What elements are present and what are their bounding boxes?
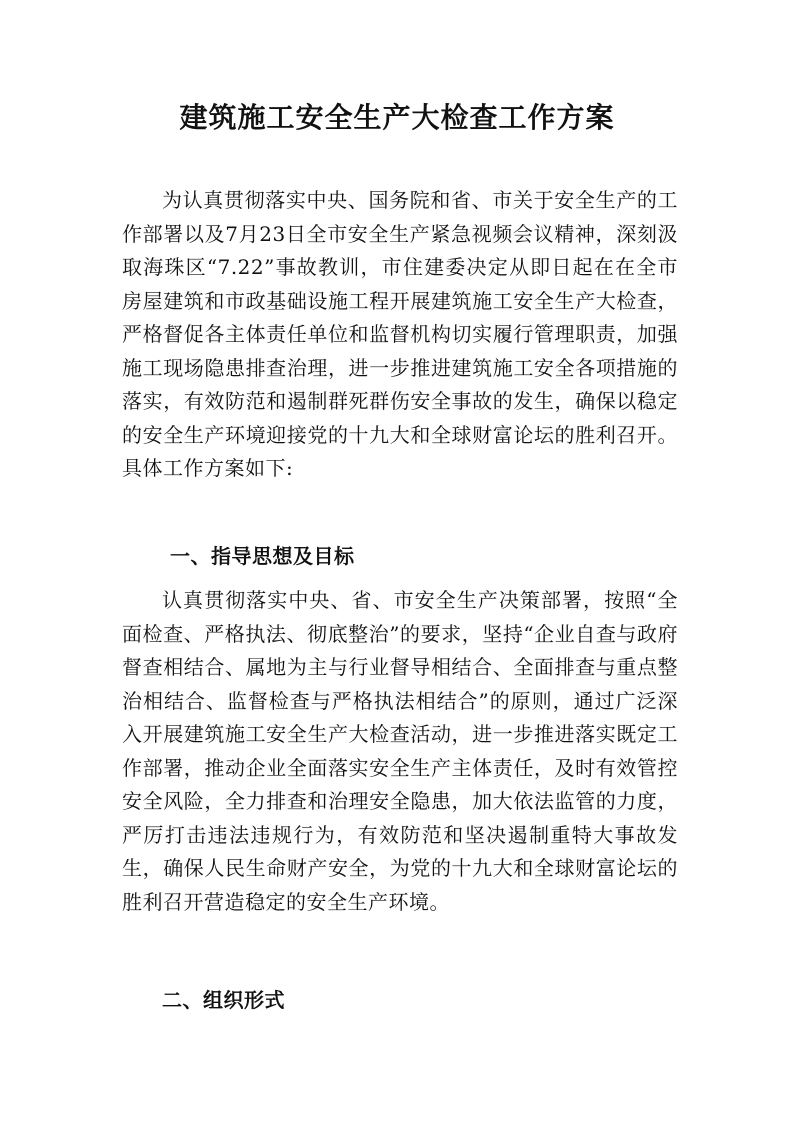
section-heading-organization-form: 二、组织形式 [162, 988, 285, 1012]
intro-paragraph: 为认真贯彻落实中央、国务院和省、市关于安全生产的工作部署以及7月23日全市安全生产紧急视频会议精神，深刻汲取海珠区“7.22”事故教训，市住建委决定从即日起在在全市房屋建筑和市政基础设施工程开展建筑施工安全生产大检查，严格督促各主体责任单位和监督机构切实履行管理职责，加强施工现场隐患排查治理，进一步推进建筑施工安全各项措施的落实，有效防范和遏制群死群伤安全事故的发生，确保以稳定的安全生产环境迎接党的十九大和全球财富论坛的胜利召开。具体工作方案如下: [122, 188, 678, 480]
section-heading-guiding-ideology: 一、指导思想及目标 [170, 544, 355, 568]
section-paragraph-guiding-ideology: 认真贯彻落实中央、省、市安全生产决策部署，按照“全面检查、严格执法、彻底整治”的要求，坚持“企业自查与政府督查相结合、属地为主与行业督导相结合、全面排查与重点整治相结合、监督检查与严格执法相结合”的原则，通过广泛深入开展建筑施工安全生产大检查活动，进一步推进落实既定工作部署，推动企业全面落实安全生产主体责任，及时有效管控安全风险，全力排查和治理安全隐患，加大依法监管的力度，严厉打击违法违规行为，有效防范和坚决遏制重特大事故发生，确保人民生命财产安全，为党的十九大和全球财富论坛的胜利召开营造稳定的安全生产环境。 [122, 588, 678, 914]
document-title: 建筑施工安全生产大检查工作方案 [179, 101, 615, 134]
